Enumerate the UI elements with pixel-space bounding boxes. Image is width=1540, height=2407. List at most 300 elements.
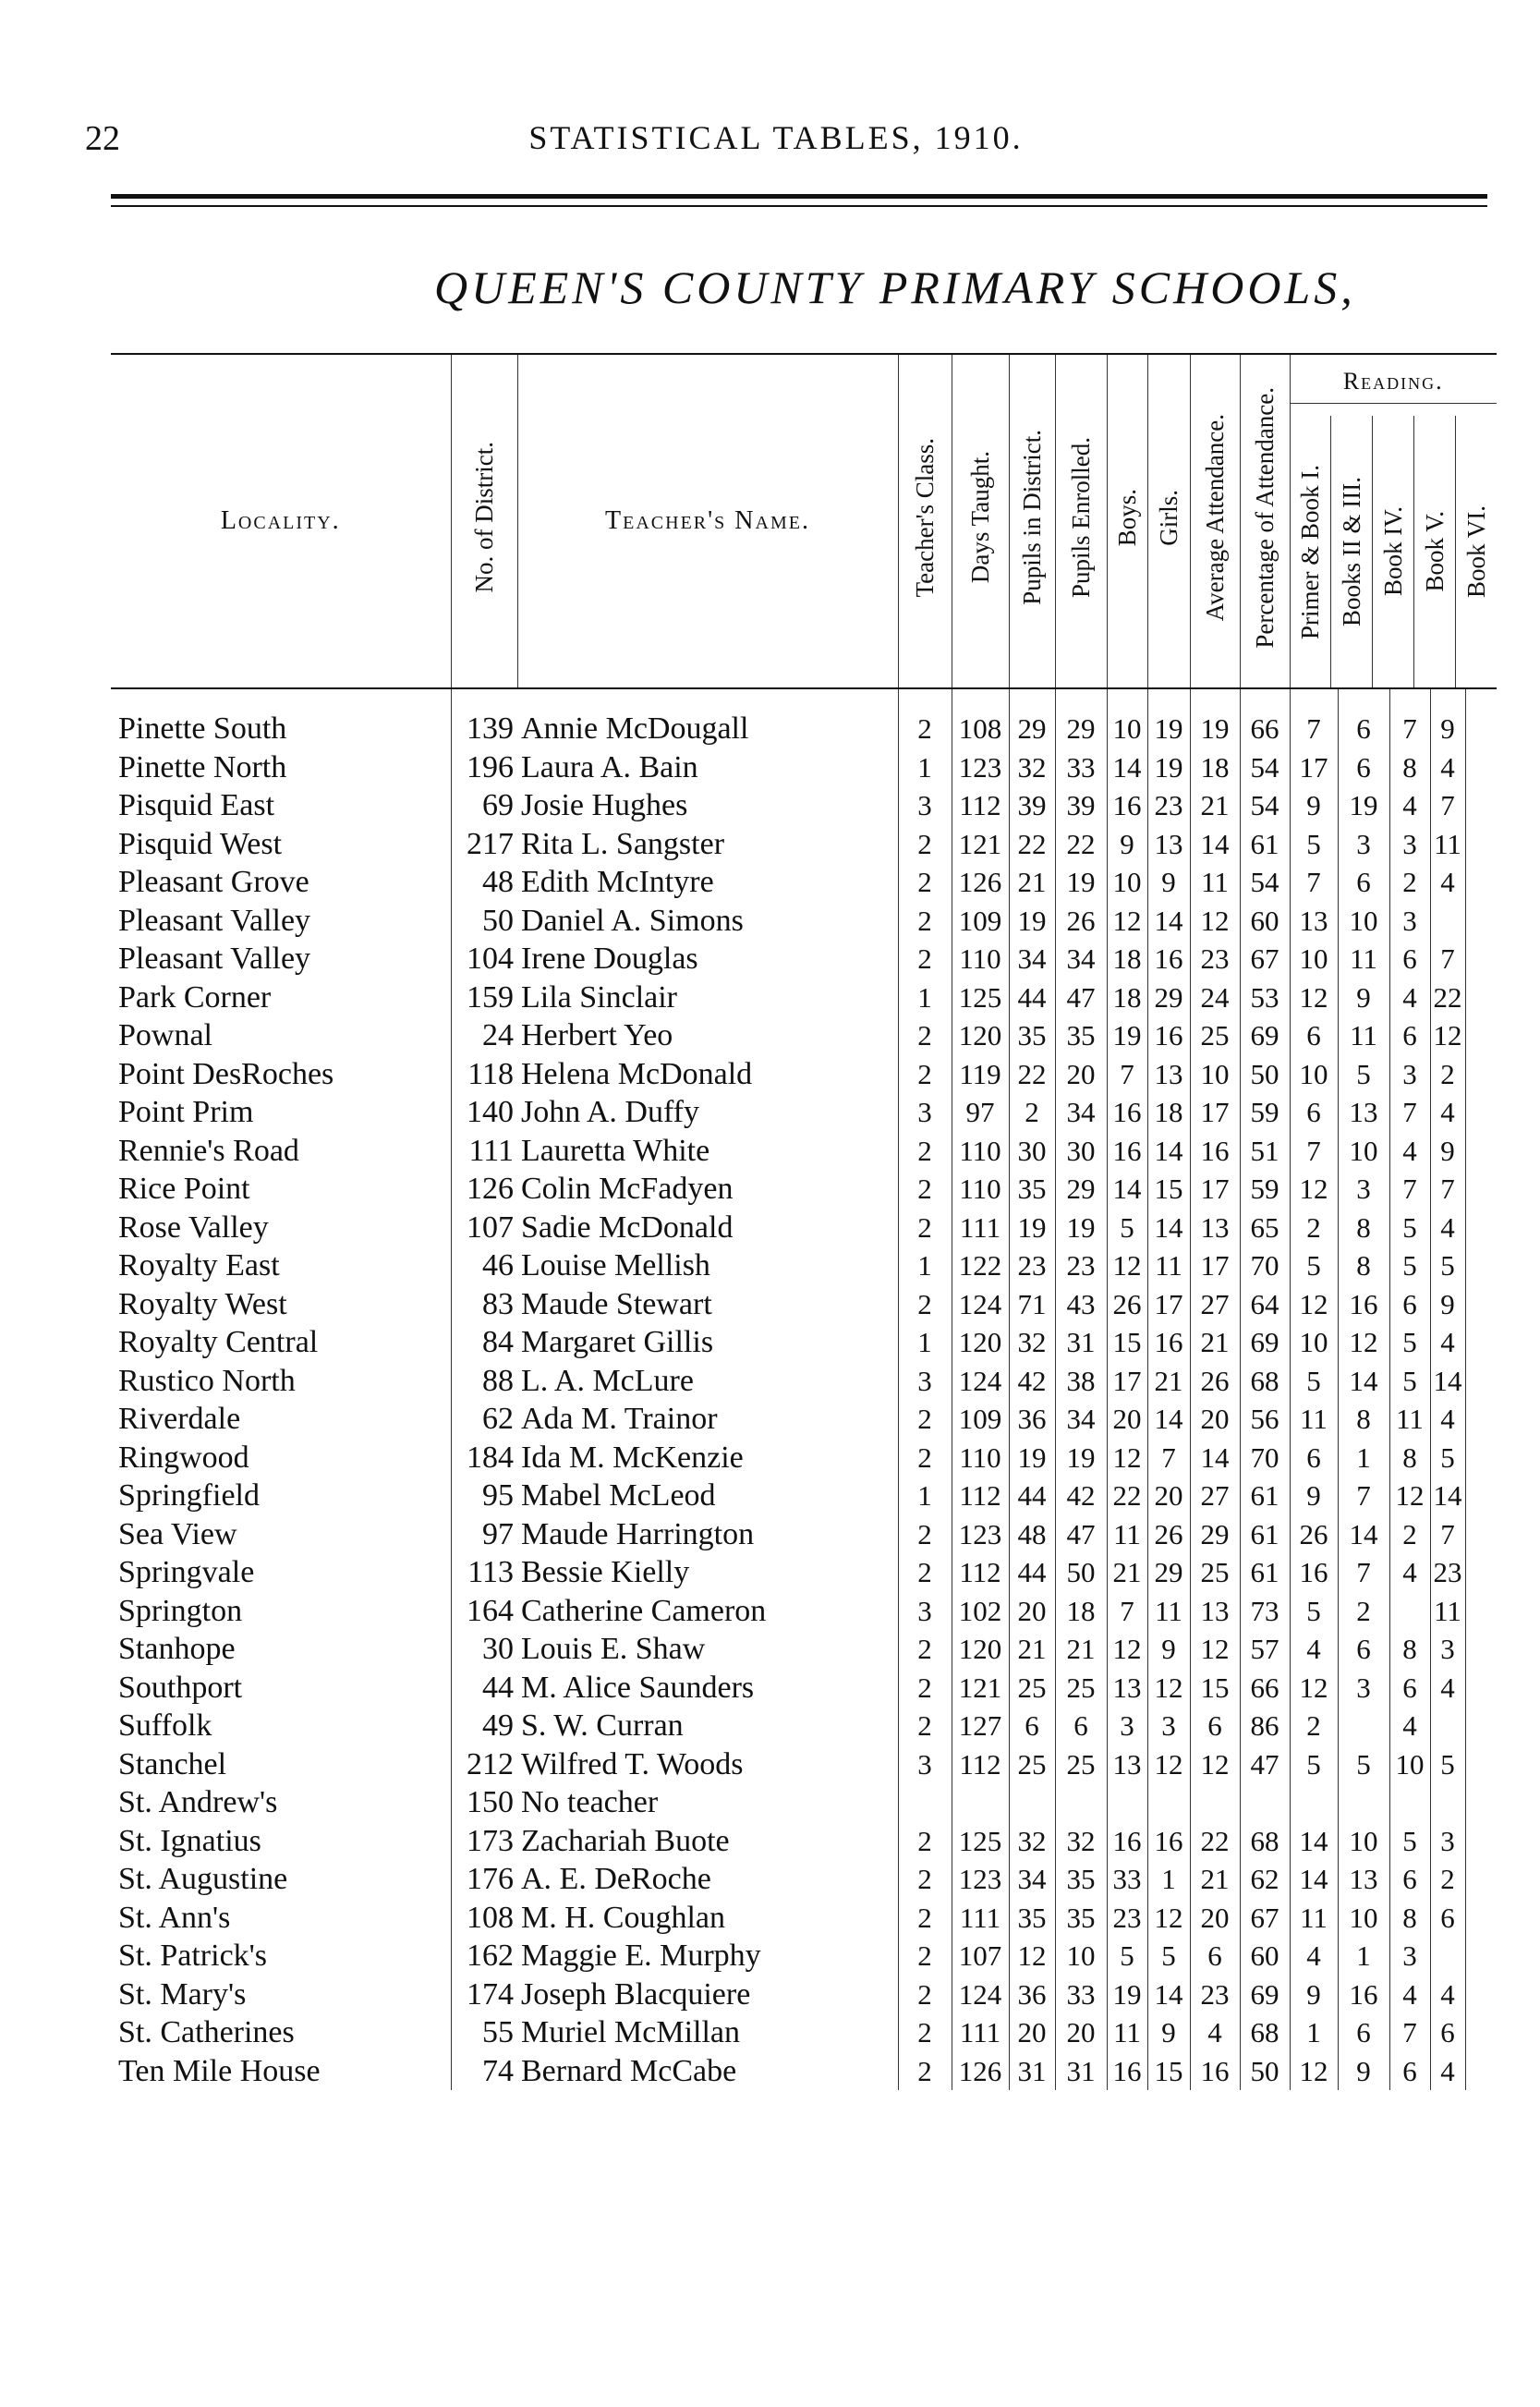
cell-teacher: Wilfred T. Woods: [521, 1746, 744, 1781]
cell-b5: 6: [1430, 1899, 1465, 1938]
cell-teacher: Sadie McDonald: [521, 1210, 734, 1245]
cell-b1: 11: [1290, 1400, 1338, 1439]
table-row: [111, 1439, 1497, 1477]
cell-days: 111: [952, 1899, 1009, 1938]
table-row: [111, 1783, 1497, 1822]
cell-girls: 12: [1147, 1669, 1190, 1708]
cell-district: 69: [451, 786, 517, 825]
cell-teacher: Laura A. Bain: [521, 749, 698, 784]
cell-girls: 29: [1147, 1553, 1190, 1592]
table-row: [111, 1323, 1497, 1362]
cell-enr: 25: [1055, 1745, 1107, 1784]
cell-b4: [1389, 1592, 1430, 1631]
cell-girls: 16: [1147, 1822, 1190, 1861]
cell-enr: 25: [1055, 1669, 1107, 1708]
cell-district: 184: [451, 1439, 517, 1477]
cell-boys: 19: [1107, 1016, 1147, 1055]
table-row: [111, 863, 1497, 902]
cell-days: 112: [952, 1553, 1009, 1592]
cell-district: 48: [451, 863, 517, 902]
cell-avg: 11: [1190, 863, 1240, 902]
cell-district: 173: [451, 1822, 517, 1861]
cell-locality: Stanchel: [118, 1746, 227, 1781]
cell-b1: 5: [1290, 1745, 1338, 1784]
cell-locality: Pownal: [118, 1018, 212, 1052]
cell-cls: 2: [898, 1860, 952, 1899]
cell-girls: 1: [1147, 1860, 1190, 1899]
cell-b4: 5: [1389, 1822, 1430, 1861]
cell-pct: 69: [1240, 1975, 1290, 2014]
cell-b1: 7: [1290, 1132, 1338, 1171]
table-row: [111, 2013, 1497, 2052]
cell-teacher: M. Alice Saunders: [521, 1670, 755, 1705]
cell-boys: 23: [1107, 1899, 1147, 1938]
cell-avg: 15: [1190, 1669, 1240, 1708]
cell-teacher: Daniel A. Simons: [521, 903, 744, 938]
cell-dist: 30: [1009, 1132, 1055, 1171]
cell-days: 109: [952, 902, 1009, 941]
cell-cls: 2: [898, 1975, 952, 2014]
cell-b23: 7: [1338, 1477, 1389, 1515]
cell-b5: 4: [1430, 1093, 1465, 1132]
cell-days: 124: [952, 1362, 1009, 1401]
cell-teacher: L. A. McLure: [521, 1363, 694, 1398]
cell-b23: [1338, 1707, 1389, 1745]
cell-pct: 60: [1240, 902, 1290, 941]
table-row: [111, 1707, 1497, 1745]
cell-pct: 61: [1240, 1515, 1290, 1554]
cell-b1: 5: [1290, 1362, 1338, 1401]
cell-b6: [1465, 1477, 1497, 1515]
cell-teacher: John A. Duffy: [521, 1095, 699, 1129]
cell-girls: 13: [1147, 825, 1190, 864]
cell-b5: 4: [1430, 1323, 1465, 1362]
cell-b23: 2: [1338, 1592, 1389, 1631]
cell-cls: 2: [898, 1016, 952, 1055]
cell-locality: Springvale: [118, 1555, 255, 1589]
cell-avg: 17: [1190, 1170, 1240, 1209]
cell-teacher: Lauretta White: [521, 1133, 710, 1168]
cell-b23: 9: [1338, 979, 1389, 1017]
cell-pct: 47: [1240, 1745, 1290, 1784]
cell-boys: 13: [1107, 1745, 1147, 1784]
cell-days: 109: [952, 1400, 1009, 1439]
cell-district: 176: [451, 1860, 517, 1899]
cell-boys: 16: [1107, 2052, 1147, 2091]
cell-b4: 10: [1389, 1745, 1430, 1784]
cell-b5: 4: [1430, 1400, 1465, 1439]
cell-district: 83: [451, 1285, 517, 1324]
cell-boys: 5: [1107, 1209, 1147, 1247]
cell-enr: 34: [1055, 940, 1107, 979]
cell-b5: 4: [1430, 863, 1465, 902]
cell-girls: 9: [1147, 863, 1190, 902]
cell-b1: 4: [1290, 1937, 1338, 1975]
cell-dist: 36: [1009, 1975, 1055, 2014]
cell-pct: 69: [1240, 1323, 1290, 1362]
cell-days: 112: [952, 1745, 1009, 1784]
cell-girls: 13: [1147, 1055, 1190, 1094]
cell-dist: 25: [1009, 1745, 1055, 1784]
cell-girls: 18: [1147, 1093, 1190, 1132]
cell-b4: 7: [1389, 1093, 1430, 1132]
table-row: [111, 1016, 1497, 1055]
cell-locality: St. Augustine: [118, 1862, 288, 1896]
cell-days: 123: [952, 748, 1009, 787]
cell-boys: 19: [1107, 1975, 1147, 2014]
cell-district: 113: [451, 1553, 517, 1592]
cell-b4: 4: [1389, 1553, 1430, 1592]
cell-b6: [1465, 1975, 1497, 2014]
cell-enr: 19: [1055, 1439, 1107, 1477]
cell-b4: 4: [1389, 1975, 1430, 2014]
cell-avg: 4: [1190, 2013, 1240, 2052]
cell-b23: 6: [1338, 2013, 1389, 2052]
cell-boys: 16: [1107, 1132, 1147, 1171]
cell-enr: 23: [1055, 1246, 1107, 1285]
cell-b5: 7: [1430, 1515, 1465, 1554]
cell-b1: 9: [1290, 786, 1338, 825]
cell-girls: 16: [1147, 1323, 1190, 1362]
cell-teacher: Irene Douglas: [521, 942, 698, 976]
cell-dist: 12: [1009, 1937, 1055, 1975]
cell-b4: 2: [1389, 1515, 1430, 1554]
cell-avg: 26: [1190, 1362, 1240, 1401]
running-title: STATISTICAL TABLES, 1910.: [528, 119, 1024, 156]
cell-pct: 50: [1240, 1055, 1290, 1094]
cell-enr: 34: [1055, 1400, 1107, 1439]
cell-teacher: M. H. Coughlan: [521, 1900, 725, 1935]
cell-enr: 35: [1055, 1860, 1107, 1899]
cell-teacher: Edith McIntyre: [521, 865, 714, 899]
cell-pct: 65: [1240, 1209, 1290, 1247]
cell-girls: 29: [1147, 979, 1190, 1017]
cell-boys: 12: [1107, 902, 1147, 941]
cell-b6: [1465, 1246, 1497, 1285]
cell-girls: 16: [1147, 940, 1190, 979]
cell-days: 126: [952, 863, 1009, 902]
col-teacher: Teacher's Name.: [517, 354, 898, 688]
cell-pct: 59: [1240, 1170, 1290, 1209]
cell-girls: 16: [1147, 1016, 1190, 1055]
cell-b4: 5: [1389, 1323, 1430, 1362]
cell-cls: 2: [898, 1439, 952, 1477]
cell-b23: 6: [1338, 748, 1389, 787]
cell-pct: 61: [1240, 825, 1290, 864]
cell-b1: 11: [1290, 1899, 1338, 1938]
cell-avg: 18: [1190, 748, 1240, 787]
cell-b6: [1465, 2013, 1497, 2052]
cell-b6: [1465, 1860, 1497, 1899]
cell-b4: 4: [1389, 1132, 1430, 1171]
cell-teacher: Maggie E. Murphy: [521, 1939, 761, 1973]
table-row: [111, 1553, 1497, 1592]
cell-locality: Royalty East: [118, 1248, 280, 1283]
cell-boys: 12: [1107, 1246, 1147, 1285]
cell-locality: Royalty West: [118, 1286, 287, 1321]
cell-b1: 5: [1290, 825, 1338, 864]
cell-b4: 3: [1389, 1937, 1430, 1975]
cell-pct: 66: [1240, 688, 1290, 748]
cell-cls: 1: [898, 1246, 952, 1285]
cell-b5: [1430, 902, 1465, 941]
cell-boys: 3: [1107, 1707, 1147, 1745]
table-row: [111, 1055, 1497, 1094]
cell-b4: 7: [1389, 688, 1430, 748]
statistics-table: [111, 353, 1497, 2090]
cell-dist: 20: [1009, 1592, 1055, 1631]
cell-locality: Pisquid East: [118, 788, 275, 822]
cell-boys: 22: [1107, 1477, 1147, 1515]
cell-cls: 2: [898, 902, 952, 941]
cell-district: 174: [451, 1975, 517, 2014]
cell-dist: 42: [1009, 1362, 1055, 1401]
cell-district: 62: [451, 1400, 517, 1439]
cell-b6: [1465, 1745, 1497, 1784]
cell-b1: 12: [1290, 979, 1338, 1017]
cell-b5: 4: [1430, 1669, 1465, 1708]
cell-avg: 14: [1190, 1439, 1240, 1477]
cell-teacher: Muriel McMillan: [521, 2015, 741, 2049]
cell-days: 126: [952, 2052, 1009, 2091]
cell-b5: [1430, 1937, 1465, 1975]
cell-b6: [1465, 1093, 1497, 1132]
cell-cls: 2: [898, 688, 952, 748]
cell-b5: 6: [1430, 2013, 1465, 2052]
page-header: [74, 118, 1478, 164]
cell-dist: 21: [1009, 1630, 1055, 1669]
cell-days: 125: [952, 1822, 1009, 1861]
cell-teacher: Maude Stewart: [521, 1286, 712, 1321]
cell-teacher: Margaret Gillis: [521, 1325, 714, 1359]
cell-boys: 12: [1107, 1630, 1147, 1669]
cell-enr: 20: [1055, 1055, 1107, 1094]
cell-district: 49: [451, 1707, 517, 1745]
cell-locality: Pinette North: [118, 749, 287, 784]
cell-b4: 6: [1389, 1285, 1430, 1324]
cell-b1: 10: [1290, 940, 1338, 979]
cell-enr: [1055, 1783, 1107, 1822]
cell-b6: [1465, 688, 1497, 748]
cell-cls: 2: [898, 1553, 952, 1592]
cell-b4: 5: [1389, 1209, 1430, 1247]
cell-b1: 6: [1290, 1016, 1338, 1055]
cell-cls: 3: [898, 1093, 952, 1132]
table-row: [111, 1822, 1497, 1861]
col-book-4: Book IV.: [1372, 416, 1413, 687]
cell-boys: 16: [1107, 786, 1147, 825]
table-row: [111, 688, 1497, 748]
cell-b1: 9: [1290, 1975, 1338, 2014]
cell-enr: 32: [1055, 1822, 1107, 1861]
table-row: [111, 1975, 1497, 2014]
table-row: [111, 1132, 1497, 1171]
cell-pct: 64: [1240, 1285, 1290, 1324]
cell-boys: 21: [1107, 1553, 1147, 1592]
cell-b23: 6: [1338, 1630, 1389, 1669]
cell-b5: 23: [1430, 1553, 1465, 1592]
cell-girls: 7: [1147, 1439, 1190, 1477]
cell-teacher: Catherine Cameron: [521, 1593, 767, 1628]
cell-b23: 5: [1338, 1055, 1389, 1094]
cell-b23: 13: [1338, 1093, 1389, 1132]
col-girls: Girls.: [1147, 354, 1190, 688]
cell-enr: 31: [1055, 2052, 1107, 2091]
table-row: [111, 979, 1497, 1017]
cell-enr: 29: [1055, 1170, 1107, 1209]
cell-pct: 69: [1240, 1016, 1290, 1055]
cell-avg: 21: [1190, 786, 1240, 825]
cell-locality: Point Prim: [118, 1095, 254, 1129]
cell-avg: 21: [1190, 1860, 1240, 1899]
col-district: No. of District.: [451, 354, 517, 688]
cell-district: 24: [451, 1016, 517, 1055]
cell-locality: Pisquid West: [118, 826, 283, 861]
cell-days: 108: [952, 688, 1009, 748]
cell-pct: 66: [1240, 1669, 1290, 1708]
cell-cls: 1: [898, 748, 952, 787]
cell-cls: 2: [898, 1937, 952, 1975]
cell-b4: 6: [1389, 2052, 1430, 2091]
col-pupils-district: Pupils in District.: [1009, 354, 1055, 688]
cell-b6: [1465, 1822, 1497, 1861]
cell-b23: 1: [1338, 1937, 1389, 1975]
cell-dist: 44: [1009, 979, 1055, 1017]
cell-locality: Sea View: [118, 1516, 237, 1551]
cell-locality: Rennie's Road: [118, 1133, 299, 1168]
cell-boys: 26: [1107, 1285, 1147, 1324]
cell-avg: 13: [1190, 1592, 1240, 1631]
cell-b6: [1465, 1937, 1497, 1975]
table-row: [111, 940, 1497, 979]
cell-dist: 35: [1009, 1170, 1055, 1209]
cell-enr: 31: [1055, 1323, 1107, 1362]
cell-b6: [1465, 1553, 1497, 1592]
cell-district: 95: [451, 1477, 517, 1515]
cell-days: 112: [952, 786, 1009, 825]
cell-days: 124: [952, 1285, 1009, 1324]
cell-cls: 2: [898, 1822, 952, 1861]
table-row: [111, 748, 1497, 787]
cell-dist: 19: [1009, 1209, 1055, 1247]
cell-dist: 71: [1009, 1285, 1055, 1324]
cell-b23: 8: [1338, 1246, 1389, 1285]
cell-enr: 42: [1055, 1477, 1107, 1515]
cell-teacher: Helena McDonald: [521, 1056, 753, 1091]
cell-cls: 3: [898, 1745, 952, 1784]
cell-b5: 4: [1430, 1209, 1465, 1247]
cell-cls: 2: [898, 1170, 952, 1209]
cell-b23: 16: [1338, 1285, 1389, 1324]
cell-teacher: Ada M. Trainor: [521, 1402, 718, 1436]
cell-days: 120: [952, 1630, 1009, 1669]
cell-locality: Southport: [118, 1670, 243, 1705]
cell-locality: St. Mary's: [118, 1976, 247, 2012]
cell-days: 124: [952, 1975, 1009, 2014]
cell-b5: 5: [1430, 1246, 1465, 1285]
cell-locality: Pinette South: [118, 711, 287, 746]
cell-b5: 12: [1430, 1016, 1465, 1055]
cell-boys: 17: [1107, 1362, 1147, 1401]
col-teacher-class: Teacher's Class.: [898, 354, 952, 688]
cell-pct: 70: [1240, 1439, 1290, 1477]
cell-pct: 53: [1240, 979, 1290, 1017]
cell-b6: [1465, 1899, 1497, 1938]
cell-b6: [1465, 1132, 1497, 1171]
cell-b5: 11: [1430, 1592, 1465, 1631]
cell-district: 44: [451, 1669, 517, 1708]
cell-enr: 29: [1055, 688, 1107, 748]
cell-cls: 1: [898, 979, 952, 1017]
cell-district: 111: [451, 1132, 517, 1171]
cell-enr: 34: [1055, 1093, 1107, 1132]
page-number: 22: [85, 119, 120, 158]
col-pct-attendance: Percentage of Attendance.: [1240, 354, 1290, 688]
cell-girls: 21: [1147, 1362, 1190, 1401]
cell-boys: 9: [1107, 825, 1147, 864]
cell-boys: 13: [1107, 1669, 1147, 1708]
cell-locality: Rice Point: [118, 1172, 250, 1206]
cell-b1: 7: [1290, 863, 1338, 902]
cell-dist: 35: [1009, 1016, 1055, 1055]
cell-b1: 13: [1290, 902, 1338, 941]
cell-locality: Suffolk: [118, 1708, 212, 1743]
cell-days: 112: [952, 1477, 1009, 1515]
table-row: [111, 1362, 1497, 1401]
cell-b6: [1465, 902, 1497, 941]
cell-locality: St. Catherines: [118, 2015, 295, 2049]
cell-locality: Rose Valley: [118, 1210, 269, 1245]
cell-district: 212: [451, 1745, 517, 1784]
cell-cls: 2: [898, 940, 952, 979]
cell-dist: 36: [1009, 1400, 1055, 1439]
cell-district: 139: [451, 688, 517, 748]
cell-avg: 14: [1190, 825, 1240, 864]
cell-b4: 3: [1389, 825, 1430, 864]
cell-cls: 2: [898, 1400, 952, 1439]
cell-avg: 25: [1190, 1016, 1240, 1055]
table-row: [111, 1630, 1497, 1669]
cell-b1: 16: [1290, 1553, 1338, 1592]
cell-pct: [1240, 1783, 1290, 1822]
cell-boys: 10: [1107, 688, 1147, 748]
cell-avg: 16: [1190, 1132, 1240, 1171]
cell-b5: 2: [1430, 1055, 1465, 1094]
cell-locality: Ringwood: [118, 1440, 249, 1475]
cell-b1: [1290, 1783, 1338, 1822]
cell-pct: 68: [1240, 2013, 1290, 2052]
cell-district: 107: [451, 1209, 517, 1247]
cell-locality: Point DesRoches: [118, 1056, 334, 1091]
cell-boys: 7: [1107, 1592, 1147, 1631]
cell-b23: 3: [1338, 825, 1389, 864]
cell-cls: 2: [898, 1515, 952, 1554]
cell-dist: 31: [1009, 2052, 1055, 2091]
cell-teacher: Louise Mellish: [521, 1248, 710, 1283]
cell-cls: 2: [898, 1630, 952, 1669]
cell-teacher: Colin McFadyen: [521, 1172, 734, 1206]
cell-pct: 60: [1240, 1937, 1290, 1975]
cell-girls: 11: [1147, 1592, 1190, 1631]
cell-days: 110: [952, 1132, 1009, 1171]
cell-locality: Park Corner: [118, 979, 272, 1015]
cell-b6: [1465, 940, 1497, 979]
cell-b6: [1465, 1209, 1497, 1247]
cell-days: 111: [952, 1209, 1009, 1247]
cell-pct: 61: [1240, 1477, 1290, 1515]
cell-teacher: S. W. Curran: [521, 1708, 684, 1743]
cell-days: 123: [952, 1860, 1009, 1899]
